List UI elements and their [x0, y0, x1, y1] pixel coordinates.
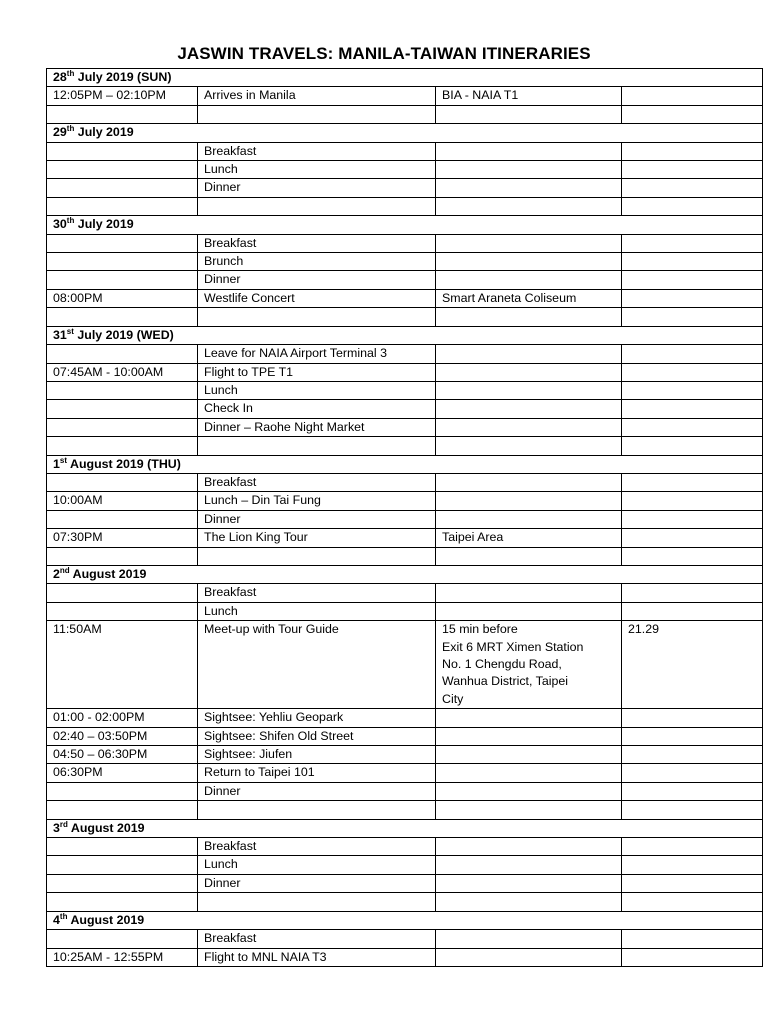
- location-cell: [436, 893, 622, 911]
- time-cell: 11:50AM: [47, 621, 198, 709]
- location-line: [442, 728, 615, 745]
- time-cell: 02:40 – 03:50PM: [47, 727, 198, 745]
- time-cell: 07:45AM - 10:00AM: [47, 363, 198, 381]
- location-line: [442, 603, 615, 620]
- date-header-row: [47, 124, 763, 142]
- itinerary-row: [47, 492, 763, 510]
- date-rest: August 2019: [67, 820, 145, 835]
- location-line: Smart Araneta Coliseum: [442, 290, 577, 305]
- location-line: [442, 930, 615, 947]
- location-cell: [436, 400, 622, 418]
- time-cell: 12:05PM – 02:10PM: [47, 87, 198, 105]
- itinerary-row: [47, 782, 763, 800]
- itinerary-row: [47, 289, 763, 307]
- location-line: [442, 746, 615, 763]
- date-ordinal-suffix: st: [59, 455, 68, 465]
- activity-cell: Flight to MNL NAIA T3: [198, 948, 436, 966]
- itinerary-row: [47, 418, 763, 436]
- activity-cell: Leave for NAIA Airport Terminal 3: [198, 345, 436, 363]
- itinerary-table: [46, 68, 763, 967]
- location-line: [442, 511, 615, 528]
- note-cell: [622, 289, 763, 307]
- itinerary-row: [47, 437, 763, 455]
- note-cell: [622, 492, 763, 510]
- date-rest: July 2019: [74, 125, 134, 140]
- location-cell: [436, 253, 622, 271]
- time-cell: [47, 510, 198, 528]
- note-cell: [622, 602, 763, 620]
- itinerary-row: [47, 381, 763, 399]
- note-cell: [622, 801, 763, 819]
- time-cell: [47, 161, 198, 179]
- location-line: [442, 856, 615, 873]
- date-rest: July 2019 (WED): [73, 327, 174, 342]
- location-line: [442, 179, 615, 196]
- time-cell: [47, 179, 198, 197]
- activity-cell: Lunch: [198, 381, 436, 399]
- activity-cell: Dinner: [198, 874, 436, 892]
- activity-cell: Breakfast: [198, 930, 436, 948]
- date-header-row: [47, 216, 763, 234]
- location-cell: [436, 948, 622, 966]
- location-cell: [436, 584, 622, 602]
- itinerary-row: [47, 473, 763, 491]
- date-day: 30: [53, 217, 67, 232]
- note-cell: 21.29: [622, 621, 763, 709]
- time-cell: [47, 253, 198, 271]
- activity-cell: Dinner: [198, 179, 436, 197]
- time-cell: [47, 930, 198, 948]
- itinerary-row: [47, 856, 763, 874]
- itinerary-row: [47, 621, 763, 709]
- note-cell: [622, 782, 763, 800]
- activity-cell: Lunch: [198, 602, 436, 620]
- itinerary-row: [47, 308, 763, 326]
- itinerary-row: [47, 345, 763, 363]
- time-cell: [47, 142, 198, 160]
- itinerary-row: [47, 930, 763, 948]
- location-line: [442, 492, 615, 509]
- itinerary-row: [47, 197, 763, 215]
- itinerary-row: [47, 179, 763, 197]
- location-line: City: [442, 691, 464, 706]
- location-line: [442, 764, 615, 781]
- time-cell: [47, 234, 198, 252]
- time-cell: [47, 345, 198, 363]
- location-line: [442, 161, 615, 178]
- itinerary-row: [47, 400, 763, 418]
- itinerary-row: [47, 893, 763, 911]
- note-cell: [622, 345, 763, 363]
- itinerary-row: [47, 142, 763, 160]
- location-cell: [436, 874, 622, 892]
- time-cell: 10:00AM: [47, 492, 198, 510]
- date-rest: August 2019: [67, 912, 145, 927]
- activity-cell: The Lion King Tour: [198, 529, 436, 547]
- note-cell: [622, 161, 763, 179]
- date-day: 29: [53, 125, 67, 140]
- time-cell: [47, 473, 198, 491]
- time-cell: [47, 197, 198, 215]
- date-heading: [47, 326, 763, 344]
- time-cell: [47, 418, 198, 436]
- location-cell: [436, 142, 622, 160]
- location-cell: [436, 930, 622, 948]
- note-cell: [622, 418, 763, 436]
- activity-cell: Sightsee: Shifen Old Street: [198, 727, 436, 745]
- date-day: 2: [53, 566, 60, 581]
- time-cell: [47, 782, 198, 800]
- time-cell: [47, 838, 198, 856]
- activity-cell: Breakfast: [198, 473, 436, 491]
- note-cell: [622, 400, 763, 418]
- location-line: [442, 364, 615, 381]
- location-cell: [436, 197, 622, 215]
- location-cell: [436, 179, 622, 197]
- itinerary-row: [47, 87, 763, 105]
- activity-cell: [198, 308, 436, 326]
- date-heading: [47, 911, 763, 929]
- location-line: [442, 949, 615, 966]
- note-cell: [622, 271, 763, 289]
- activity-cell: Breakfast: [198, 234, 436, 252]
- date-heading: [47, 819, 763, 837]
- note-cell: [622, 709, 763, 727]
- location-cell: [436, 764, 622, 782]
- location-line: [442, 437, 615, 454]
- location-cell: [436, 289, 622, 307]
- itinerary-row: [47, 948, 763, 966]
- date-day: 1: [53, 456, 60, 471]
- itinerary-row: [47, 253, 763, 271]
- activity-cell: Meet-up with Tour Guide: [198, 621, 436, 709]
- itinerary-row: [47, 529, 763, 547]
- location-cell: [436, 621, 622, 709]
- location-line: [442, 308, 615, 325]
- note-cell: [622, 363, 763, 381]
- time-cell: [47, 271, 198, 289]
- location-line: [442, 400, 615, 417]
- note-cell: [622, 874, 763, 892]
- note-cell: [622, 510, 763, 528]
- location-cell: [436, 105, 622, 123]
- date-ordinal-suffix: st: [66, 326, 74, 336]
- location-cell: [436, 234, 622, 252]
- activity-cell: Dinner – Raohe Night Market: [198, 418, 436, 436]
- activity-cell: Brunch: [198, 253, 436, 271]
- activity-cell: [198, 437, 436, 455]
- location-cell: [436, 782, 622, 800]
- location-line: [442, 548, 615, 565]
- itinerary-row: [47, 602, 763, 620]
- date-day: 28: [53, 70, 67, 84]
- activity-cell: Return to Taipei 101: [198, 764, 436, 782]
- activity-cell: Lunch: [198, 856, 436, 874]
- location-cell: [436, 161, 622, 179]
- location-cell: [436, 838, 622, 856]
- itinerary-row: [47, 874, 763, 892]
- location-line: [442, 801, 615, 818]
- time-cell: [47, 874, 198, 892]
- date-rest: August 2019: [69, 566, 147, 581]
- activity-cell: [198, 801, 436, 819]
- activity-cell: [198, 197, 436, 215]
- activity-cell: Lunch: [198, 161, 436, 179]
- date-day: 4: [53, 912, 60, 927]
- date-heading: [47, 455, 763, 473]
- location-cell: [436, 727, 622, 745]
- location-cell: [436, 856, 622, 874]
- time-cell: [47, 105, 198, 123]
- location-cell: [436, 473, 622, 491]
- location-line: [442, 198, 615, 215]
- note-cell: [622, 142, 763, 160]
- date-heading: [47, 69, 763, 87]
- location-line: No. 1 Chengdu Road,: [442, 657, 562, 671]
- time-cell: 01:00 - 02:00PM: [47, 709, 198, 727]
- activity-cell: [198, 893, 436, 911]
- note-cell: [622, 105, 763, 123]
- activity-cell: Arrives in Manila: [198, 87, 436, 105]
- itinerary-row: [47, 727, 763, 745]
- note-cell: [622, 87, 763, 105]
- note-cell: [622, 764, 763, 782]
- date-header-row: [47, 819, 763, 837]
- date-header-row: [47, 911, 763, 929]
- location-line: [442, 474, 615, 491]
- location-line: [442, 143, 615, 160]
- time-cell: 08:00PM: [47, 289, 198, 307]
- location-line: [442, 253, 615, 270]
- time-cell: 06:30PM: [47, 764, 198, 782]
- itinerary-body: [47, 69, 763, 967]
- activity-cell: Lunch – Din Tai Fung: [198, 492, 436, 510]
- note-cell: [622, 547, 763, 565]
- itinerary-row: [47, 271, 763, 289]
- location-line: [442, 783, 615, 800]
- note-cell: [622, 838, 763, 856]
- time-cell: 10:25AM - 12:55PM: [47, 948, 198, 966]
- itinerary-row: [47, 838, 763, 856]
- location-cell: [436, 746, 622, 764]
- itinerary-row: [47, 161, 763, 179]
- location-cell: [436, 418, 622, 436]
- date-day: 3: [53, 820, 60, 835]
- note-cell: [622, 856, 763, 874]
- note-cell: [622, 253, 763, 271]
- time-cell: [47, 400, 198, 418]
- location-cell: [436, 381, 622, 399]
- itinerary-row: [47, 547, 763, 565]
- itinerary-row: [47, 584, 763, 602]
- location-line: [442, 271, 615, 288]
- date-ordinal-suffix: th: [66, 124, 75, 134]
- time-cell: [47, 584, 198, 602]
- time-cell: [47, 381, 198, 399]
- date-heading: [47, 565, 763, 583]
- activity-cell: Dinner: [198, 271, 436, 289]
- note-cell: [622, 746, 763, 764]
- activity-cell: Dinner: [198, 510, 436, 528]
- note-cell: [622, 930, 763, 948]
- activity-cell: Breakfast: [198, 838, 436, 856]
- time-cell: 04:50 – 06:30PM: [47, 746, 198, 764]
- date-ordinal-suffix: th: [66, 68, 75, 78]
- activity-cell: Flight to TPE T1: [198, 363, 436, 381]
- note-cell: [622, 179, 763, 197]
- note-cell: [622, 584, 763, 602]
- note-cell: [622, 234, 763, 252]
- itinerary-row: [47, 746, 763, 764]
- location-line: Taipei Area: [442, 530, 504, 545]
- location-cell: [436, 547, 622, 565]
- note-cell: [622, 437, 763, 455]
- location-cell: [436, 510, 622, 528]
- time-cell: [47, 547, 198, 565]
- location-line: [442, 345, 615, 362]
- activity-cell: [198, 105, 436, 123]
- location-line: [442, 875, 615, 892]
- activity-cell: Dinner: [198, 782, 436, 800]
- time-cell: [47, 437, 198, 455]
- activity-cell: Breakfast: [198, 584, 436, 602]
- location-cell: [436, 87, 622, 105]
- location-cell: [436, 709, 622, 727]
- note-cell: [622, 727, 763, 745]
- time-cell: [47, 308, 198, 326]
- note-cell: [622, 948, 763, 966]
- time-cell: 07:30PM: [47, 529, 198, 547]
- location-line: [442, 106, 615, 123]
- itinerary-row: [47, 105, 763, 123]
- date-ordinal-suffix: rd: [59, 819, 68, 829]
- itinerary-row: [47, 510, 763, 528]
- location-line: [442, 382, 615, 399]
- date-ordinal-suffix: th: [66, 216, 75, 226]
- time-cell: [47, 602, 198, 620]
- itinerary-row: [47, 801, 763, 819]
- time-cell: [47, 893, 198, 911]
- date-rest: July 2019: [74, 217, 134, 232]
- location-line: Exit 6 MRT Ximen Station: [442, 639, 584, 654]
- location-cell: [436, 308, 622, 326]
- date-header-row: [47, 326, 763, 344]
- time-cell: [47, 856, 198, 874]
- date-rest: July 2019 (SUN): [74, 70, 172, 84]
- activity-cell: Breakfast: [198, 142, 436, 160]
- note-cell: [622, 473, 763, 491]
- activity-cell: Sightsee: Jiufen: [198, 746, 436, 764]
- location-line: [442, 235, 615, 252]
- itinerary-row: [47, 363, 763, 381]
- date-ordinal-suffix: th: [59, 911, 68, 921]
- note-cell: [622, 529, 763, 547]
- location-cell: [436, 363, 622, 381]
- date-header-row: [47, 455, 763, 473]
- itinerary-row: [47, 709, 763, 727]
- date-rest: August 2019 (THU): [67, 456, 181, 471]
- date-day: 31: [53, 327, 67, 342]
- location-cell: [436, 492, 622, 510]
- note-cell: [622, 893, 763, 911]
- location-cell: [436, 801, 622, 819]
- location-line: [442, 838, 615, 855]
- location-line: [442, 419, 615, 436]
- date-header-row: [47, 565, 763, 583]
- note-cell: [622, 381, 763, 399]
- location-line: [442, 893, 615, 910]
- location-cell: [436, 271, 622, 289]
- activity-cell: [198, 547, 436, 565]
- note-cell: [622, 197, 763, 215]
- location-line: 15 min before: [442, 622, 518, 637]
- location-cell: [436, 529, 622, 547]
- date-ordinal-suffix: nd: [59, 565, 70, 575]
- activity-cell: Sightsee: Yehliu Geopark: [198, 709, 436, 727]
- activity-cell: Westlife Concert: [198, 289, 436, 307]
- itinerary-row: [47, 234, 763, 252]
- activity-cell: Check In: [198, 400, 436, 418]
- time-cell: [47, 801, 198, 819]
- location-cell: [436, 602, 622, 620]
- date-heading: [47, 124, 763, 142]
- location-cell: [436, 345, 622, 363]
- itinerary-row: [47, 764, 763, 782]
- location-line: [442, 584, 615, 601]
- location-line: BIA - NAIA T1: [442, 88, 519, 103]
- date-header-row: [47, 69, 763, 87]
- note-cell: [622, 308, 763, 326]
- date-heading: [47, 216, 763, 234]
- page-title: JASWIN TRAVELS: MANILA-TAIWAN ITINERARIES: [177, 44, 591, 63]
- location-line: [442, 709, 615, 726]
- location-cell: [436, 437, 622, 455]
- location-line: Wanhua District, Taipei: [442, 674, 569, 689]
